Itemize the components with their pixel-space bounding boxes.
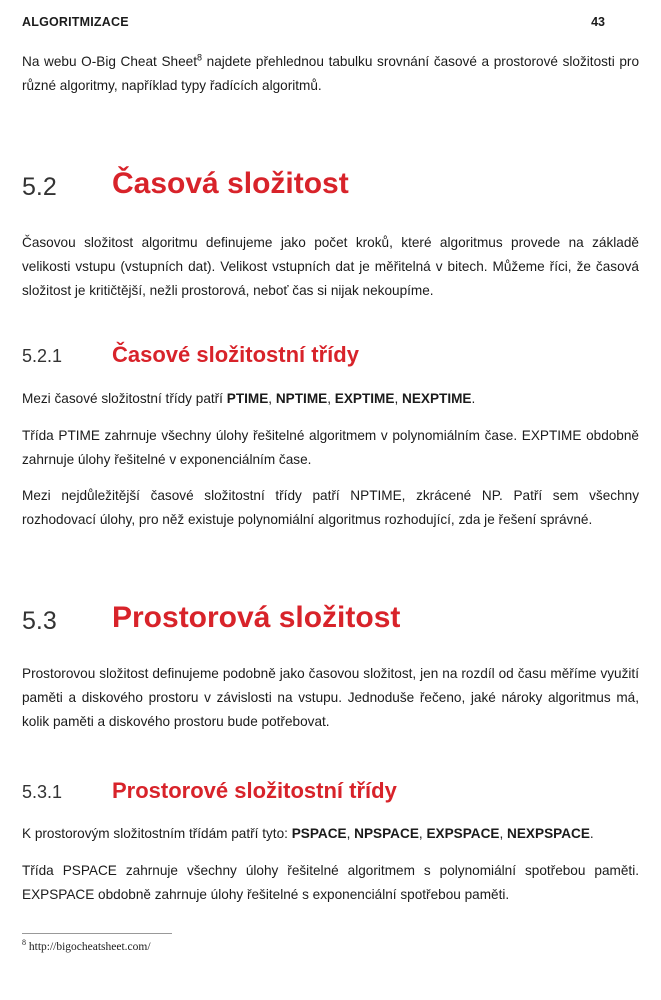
separator: , [418,826,427,841]
footnote-link[interactable]: http://bigocheatsheet.com/ [26,941,151,953]
section-title: Časová složitost [112,167,349,200]
subsection-title: Časové složitostní třídy [112,342,359,367]
class-ptime: PTIME [226,391,269,406]
subsection-number: 5.3.1 [22,782,63,802]
running-header-title: ALGORITMIZACE [22,15,129,29]
separator: , [394,391,403,406]
text: Mezi časové složitostní třídy patří [22,391,227,406]
nptime-paragraph: Mezi nejdůležitější časové složitostní třídy patří NPTIME, zkrácené NP. Patří sem všechny rozhodovací úlohy, pro něž existuje polynomiální algoritmus rozhodující, zda je řešení správné. [22,488,639,527]
subsection-number: 5.2.1 [22,346,63,366]
section-5-2-paragraph: Časovou složitost algoritmu definujeme jako počet kroků, které algoritmus provede na základě velikosti vstupu (vstupních dat). Velikost vstupních dat je měřitelná v bitech. Můžeme říci, že časová složitost je kritičtější, nežli prostorová, neboť čas si nijak nekoupíme. [22,235,639,298]
text: K prostorovým složitostním třídám patří tyto: [22,826,292,841]
class-exptime: EXPTIME [334,391,395,406]
footnote [22,938,151,953]
separator: , [346,826,355,841]
section-number: 5.2 [22,173,57,201]
section-number: 5.3 [22,607,57,635]
period: . [589,826,594,841]
space-classes-list [22,822,639,846]
class-nptime: NPTIME [275,391,328,406]
separator: , [499,826,508,841]
section-5-3-paragraph: Prostorovou složitost definujeme podobně jako časovou složitost, jen na rozdíl od času měříme využití paměti a diskového prostoru v závislosti na vstupu. Jednoduše řečeno, jaké nároky algoritmus má, kolik paměti a diskového prostoru bude potřebovat. [22,666,639,729]
separator: , [268,391,276,406]
section-title: Prostorová složitost [112,601,401,634]
class-nexptime: NEXPTIME [402,391,472,406]
page-number: 43 [591,15,605,29]
footnote-number: 8 [22,938,26,948]
intro-text-before: Na webu O-Big Cheat Sheet [22,54,197,69]
ptime-paragraph: Třída PTIME zahrnuje všechny úlohy řešitelné algoritmem v polynomiálním čase. EXPTIME obdobně zahrnuje úlohy řešitelné v exponenciálním čase. [22,428,639,467]
intro-text-after: najdete přehlednou tabulku srovnání časové a prostorové složitosti pro různé algoritmy, například typy řadících algoritmů. [22,54,640,93]
class-expspace: EXPSPACE [426,826,500,841]
class-npspace: NPSPACE [354,826,419,841]
class-pspace: PSPACE [291,826,347,841]
separator: , [327,391,335,406]
footnote-reference[interactable]: 8 [197,52,203,63]
time-classes-list [22,387,639,411]
pspace-paragraph: Třída PSPACE zahrnuje všechny úlohy řešitelné algoritmem s polynomiální spotřebou paměti. EXPSPACE obdobně zahrnuje úlohy řešitelné s exponenciální spotřebou paměti. [22,863,639,902]
subsection-title: Prostorové složitostní třídy [112,778,397,803]
class-nexpspace: NEXPSPACE [507,826,590,841]
intro-paragraph [22,50,639,98]
footnote-divider [22,933,172,934]
period: . [471,391,476,406]
